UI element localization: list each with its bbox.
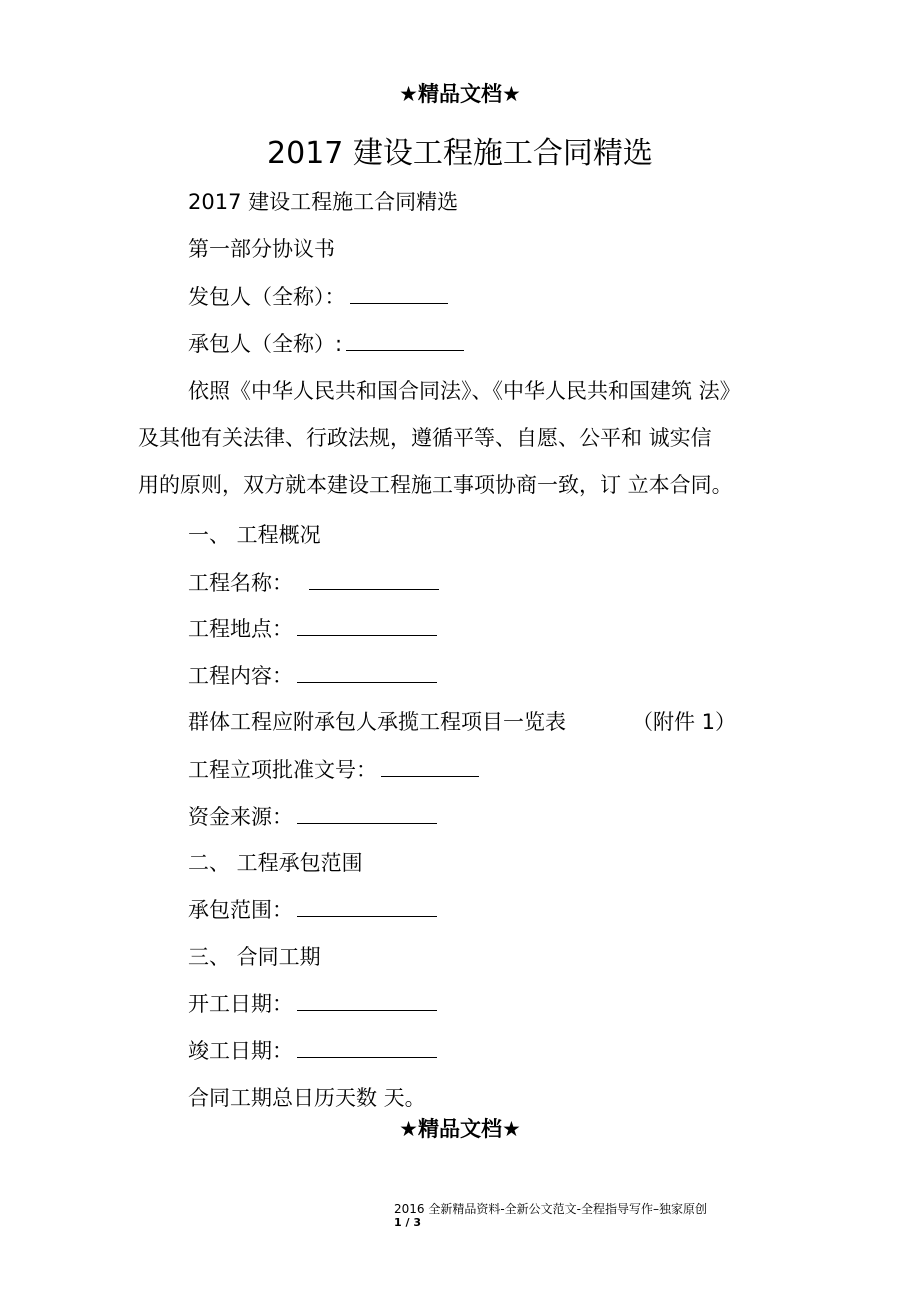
start-date-label: 开工日期： <box>188 992 293 1016</box>
section2-heading: 二、 工程承包范围 <box>188 851 363 875</box>
total-days-line: 合同工期总日历天数 天。 <box>188 1086 426 1110</box>
section1-heading: 一、 工程概况 <box>188 523 321 547</box>
approval-blank <box>381 775 479 777</box>
footer-tagline: 2016 全新精品资料-全新公文范文-全程指导写作–独家原创 <box>394 1202 708 1216</box>
start-date-line <box>188 988 437 1018</box>
funding-label: 资金来源： <box>188 805 293 829</box>
preamble-line-1: 依照《中华人民共和国合同法》、《中华人民共和国建筑 法》 <box>188 379 741 403</box>
project-content-label: 工程内容： <box>188 664 293 688</box>
project-location-label: 工程地点： <box>188 617 293 641</box>
end-date-label: 竣工日期： <box>188 1039 293 1063</box>
approval-label: 工程立项批准文号： <box>188 758 377 782</box>
project-name-line <box>188 567 439 597</box>
page-title: 2017 建设工程施工合同精选 <box>267 136 653 171</box>
group-attachment: （附件 1） <box>632 710 737 734</box>
funding-blank <box>297 822 437 824</box>
section3-heading: 三、 合同工期 <box>188 945 321 969</box>
footer-mark: ★精品文档★ <box>399 1117 521 1141</box>
end-date-line <box>188 1035 437 1065</box>
funding-line <box>188 801 437 831</box>
approval-line <box>188 754 479 784</box>
contractor-label: 承包人（全称）: <box>188 332 343 356</box>
employer-label: 发包人（全称）： <box>188 285 346 309</box>
contractor-blank <box>346 349 464 351</box>
scope-line <box>188 894 437 924</box>
end-date-blank <box>297 1056 437 1058</box>
scope-label: 承包范围： <box>188 898 293 922</box>
employer-line <box>188 281 448 311</box>
group-note: 群体工程应附承包人承揽工程项目一览表 <box>188 710 566 734</box>
part-one-heading: 第一部分协议书 <box>188 237 335 261</box>
group-note-line <box>188 706 566 736</box>
project-location-blank <box>297 634 437 636</box>
page-number: 1 / 3 <box>394 1216 421 1229</box>
project-location-line <box>188 613 437 643</box>
contractor-line <box>188 328 464 358</box>
scope-blank <box>297 915 437 917</box>
project-name-blank <box>309 588 439 590</box>
project-name-label: 工程名称： <box>188 571 293 595</box>
start-date-blank <box>297 1009 437 1011</box>
project-content-blank <box>297 681 437 683</box>
subtitle: 2017 建设工程施工合同精选 <box>188 190 459 214</box>
employer-blank <box>350 302 448 304</box>
header-mark: ★精品文档★ <box>399 82 521 106</box>
project-content-line <box>188 660 437 690</box>
preamble-line-3: 用的原则，双方就本建设工程施工事项协商一致，订 立本合同。 <box>138 473 733 497</box>
preamble-line-2: 及其他有关法律、行政法规，遵循平等、自愿、公平和 诚实信 <box>138 426 712 450</box>
